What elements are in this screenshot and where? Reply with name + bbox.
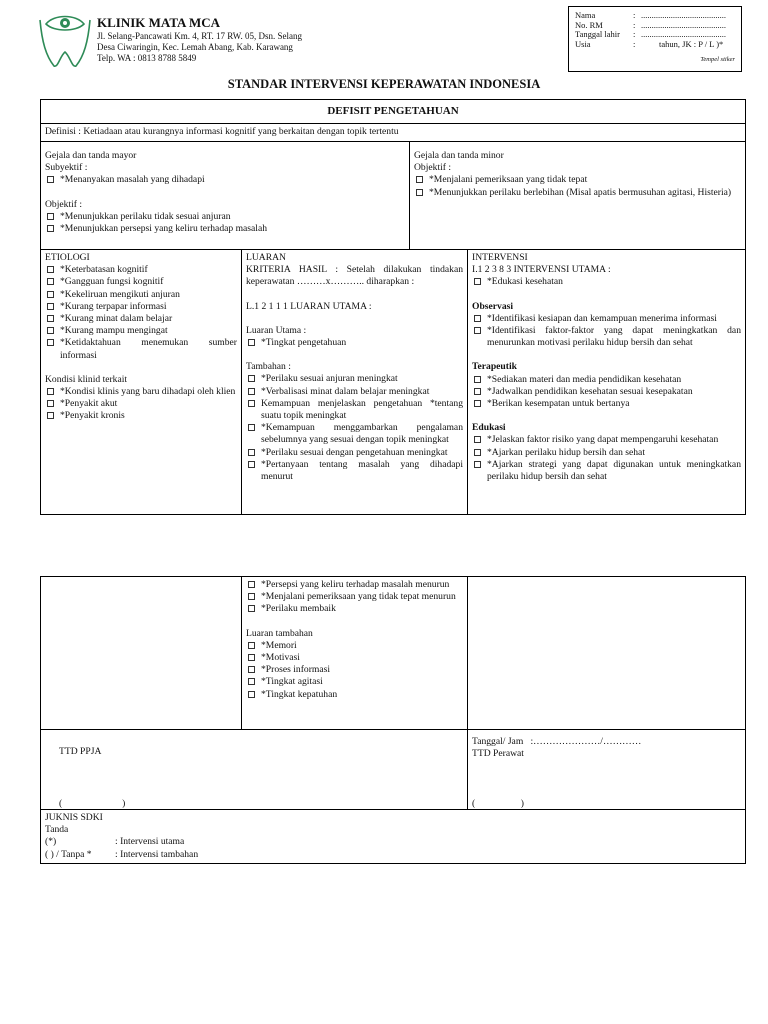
item-text: *Keterbatasan kognitif	[60, 264, 148, 276]
siki-table	[40, 99, 746, 515]
list-item	[45, 289, 237, 301]
item-text: *Identifikasi faktor-faktor yang dapat meningkatkan dan menurunkan motivasi perilaku hidup bersih dan sehat	[487, 325, 741, 349]
checkbox-icon[interactable]	[248, 339, 255, 346]
luaran-tambahan-heading: Tambahan :	[246, 361, 291, 373]
item-text: *Menunjukkan perilaku berlebihan (Misal apatis bermusuhan agitasi, Histeria)	[429, 186, 732, 198]
list-item	[246, 579, 463, 591]
patient-row-label: Nama	[575, 10, 596, 20]
item-text: Kemampuan menjelaskan pengetahuan *tentang suatu topik meningkat	[261, 397, 463, 422]
luaran-code: L.1 2 1 1 1 LUARAN UTAMA :	[246, 300, 372, 312]
list-item	[45, 410, 237, 422]
checkbox-icon[interactable]	[474, 278, 481, 285]
juknis-desc: : Intervensi tambahan	[115, 848, 199, 860]
clinic-logo	[36, 12, 94, 70]
checkbox-icon[interactable]	[248, 605, 255, 612]
checkbox-icon[interactable]	[248, 388, 255, 395]
minor-cell	[410, 142, 746, 250]
checkbox-icon[interactable]	[47, 213, 54, 220]
item-text: *Menunjukkan persepsi yang keliru terhadap masalah	[60, 223, 268, 235]
list-item	[246, 664, 463, 676]
colon: :	[633, 38, 636, 49]
terapeutik-heading: Terapeutik	[472, 361, 517, 373]
item-text: *Ketidaktahuan menemukan sumber informasi	[60, 337, 237, 361]
checkbox-icon[interactable]	[474, 388, 481, 395]
checkbox-icon[interactable]	[474, 400, 481, 407]
page-title: STANDAR INTERVENSI KEPERAWATAN INDONESIA	[227, 77, 541, 91]
list-item	[246, 422, 463, 446]
patient-row-value: ........................................	[641, 29, 726, 40]
item-text: *Memori	[261, 639, 297, 651]
list-item	[414, 187, 741, 199]
item-text: *Gangguan fungsi kognitif	[60, 276, 164, 288]
item-text: *Motivasi	[261, 652, 300, 664]
clinic-info	[97, 15, 302, 64]
item-text: *Menunjukkan perilaku tidak sesuai anjuran	[60, 210, 231, 222]
item-text: *Penyakit akut	[60, 398, 118, 410]
item-text: *Kekeliruan mengikuti anjuran	[60, 288, 180, 300]
clinic-address-1: Jl. Selang-Pancawati Km. 4, RT. 17 RW. 05, Dsn. Selang	[97, 31, 302, 41]
etiologi-cell	[41, 250, 242, 515]
date-label: Tanggal/ Jam	[472, 736, 524, 747]
patient-row-label: Tanggal lahir	[575, 29, 620, 40]
checkbox-icon[interactable]	[474, 315, 481, 322]
list-item	[472, 276, 741, 288]
list-item	[472, 434, 741, 446]
list-item	[246, 640, 463, 652]
item-text: *Kurang terpapar informasi	[60, 300, 167, 312]
patient-id-box	[568, 6, 742, 72]
checkbox-icon[interactable]	[248, 581, 255, 588]
etiologi-heading: ETIOLOGI	[45, 252, 90, 263]
luaran-tambahan2-heading: Luaran tambahan	[246, 627, 313, 639]
patient-row-label: Usia	[575, 38, 591, 49]
list-item	[246, 386, 463, 398]
list-item	[45, 264, 237, 276]
list-item	[472, 313, 741, 325]
list-item	[472, 459, 741, 483]
patient-row-label: No. RM	[575, 19, 603, 30]
checkbox-icon[interactable]	[416, 176, 423, 183]
checkbox-icon[interactable]	[47, 278, 54, 285]
juknis-symbol: (*)	[45, 836, 57, 848]
intervensi-cell	[468, 250, 746, 515]
checkbox-icon[interactable]	[248, 461, 255, 468]
list-item	[472, 447, 741, 459]
item-text: *Verbalisasi minat dalam belajar meningkat	[261, 385, 430, 397]
checkbox-icon[interactable]	[47, 291, 54, 298]
checkbox-icon[interactable]	[47, 315, 54, 322]
colon: :	[633, 10, 636, 20]
definition: Definisi : Ketiadaan atau kurangnya informasi kognitif yang berkaitan dengan topik tertentu	[41, 124, 746, 142]
checkbox-icon[interactable]	[474, 376, 481, 383]
continuation-table	[40, 576, 746, 864]
intervensi-heading: INTERVENSI	[472, 252, 528, 263]
date-value: :…………………/…………	[530, 736, 642, 747]
list-item	[45, 337, 237, 361]
juknis-desc: : Intervensi utama	[115, 836, 185, 848]
checkbox-icon[interactable]	[47, 412, 54, 419]
list-item	[246, 676, 463, 688]
minor-heading: Gejala dan tanda minor	[414, 150, 504, 161]
mayor-sub-heading: Subyektif :	[45, 162, 88, 174]
item-text: *Perilaku membaik	[261, 603, 336, 615]
edukasi-heading: Edukasi	[472, 422, 506, 434]
patient-row-value: tahun, JK : P / L )*	[659, 38, 724, 49]
luaran-heading: LUARAN	[246, 252, 286, 263]
item-text: *Ajarkan perilaku hidup bersih dan sehat	[487, 446, 645, 458]
list-item	[246, 447, 463, 459]
list-item	[246, 337, 463, 349]
list-item	[472, 325, 741, 349]
checkbox-icon[interactable]	[248, 642, 255, 649]
colon: :	[633, 29, 636, 40]
juknis-cell	[41, 810, 746, 864]
juknis-row	[45, 849, 741, 861]
item-text: *Menjalani pemeriksaan yang tidak tepat	[429, 174, 588, 186]
juknis-row	[45, 836, 741, 848]
kriteria-hasil: KRITERIA HASIL : Setelah dilakukan tindakan keperawatan ………x……….. diharapkan :	[246, 264, 463, 288]
diagnosis-title: DEFISIT PENGETAHUAN	[41, 100, 746, 124]
checkbox-icon[interactable]	[248, 375, 255, 382]
item-text: *Kemampuan menggambarkan pengalaman sebelumnya yang sesuai dengan topik meningkat	[261, 422, 463, 446]
list-item	[246, 459, 463, 483]
clinic-name: KLINIK MATA MCA	[97, 15, 221, 30]
list-item	[45, 301, 237, 313]
datetime-field[interactable]	[472, 736, 641, 748]
list-item	[246, 689, 463, 701]
item-text: *Identifikasi kesiapan dan kemampuan menerima informasi	[487, 312, 717, 324]
checkbox-icon[interactable]	[248, 666, 255, 673]
item-text: *Perilaku sesuai dengan pengetahuan meningkat	[261, 446, 448, 458]
item-text: *Perilaku sesuai anjuran meningkat	[261, 373, 398, 385]
ppja-signature-cell	[41, 730, 468, 810]
perawat-signature-line[interactable]: ( )	[472, 798, 524, 809]
item-text: *Kurang minat dalam belajar	[60, 313, 173, 325]
list-item	[45, 174, 405, 186]
list-item	[45, 313, 237, 325]
checkbox-icon[interactable]	[474, 436, 481, 443]
sticker-note: Tempel stiker	[700, 56, 735, 64]
checkbox-icon[interactable]	[248, 678, 255, 685]
mayor-cell	[41, 142, 410, 250]
perawat-signature-cell	[468, 730, 746, 810]
checkbox-icon[interactable]	[47, 339, 54, 346]
list-item	[45, 398, 237, 410]
eye-tooth-logo-icon	[36, 12, 94, 70]
checkbox-icon[interactable]	[248, 400, 255, 407]
colon: :	[633, 19, 636, 30]
patient-row	[575, 40, 735, 50]
item-text: *Tingkat kepatuhan	[261, 688, 338, 700]
checkbox-icon[interactable]	[47, 327, 54, 334]
item-text: *Tingkat agitasi	[261, 676, 323, 688]
mayor-heading: Gejala dan tanda mayor	[45, 150, 137, 161]
list-item	[45, 276, 237, 288]
juknis-heading: JUKNIS SDKI	[45, 812, 103, 823]
list-item	[45, 223, 405, 235]
item-text: *Jelaskan faktor risiko yang dapat mempengaruhi kesehatan	[487, 434, 719, 446]
clinic-phone: Telp. WA : 0813 8788 5849	[97, 53, 197, 63]
luaran-cell	[242, 250, 468, 515]
checkbox-icon[interactable]	[248, 593, 255, 600]
item-text: *Berikan kesempatan untuk bertanya	[487, 398, 630, 410]
item-text: *Penyakit kronis	[60, 410, 125, 422]
checkbox-icon[interactable]	[248, 654, 255, 661]
intervensi-code: I.1 2 3 8 3 INTERVENSI UTAMA :	[472, 264, 611, 276]
luaran-continued-cell	[242, 577, 468, 730]
juknis-symbol: ( ) / Tanpa *	[45, 848, 92, 860]
clinic-address-2: Desa Ciwaringin, Kec. Lemah Abang, Kab. Karawang	[97, 42, 293, 52]
perawat-label: TTD Perawat	[472, 748, 524, 759]
observasi-heading: Observasi	[472, 300, 514, 312]
patient-row-value: ........................................	[641, 10, 726, 20]
checkbox-icon[interactable]	[474, 327, 481, 334]
checkbox-icon[interactable]	[248, 691, 255, 698]
list-item	[246, 591, 463, 603]
item-text: *Ajarkan strategi yang dapat digunakan untuk meningkatkan perilaku hidup bersih dan sehat	[487, 458, 741, 483]
item-text: *Menjalani pemeriksaan yang tidak tepat menurun	[261, 591, 456, 603]
minor-obj-heading: Objektif :	[414, 162, 452, 174]
ppja-signature-line[interactable]: ( )	[59, 798, 126, 809]
luaran-utama-heading: Luaran Utama :	[246, 324, 307, 336]
item-text: *Kondisi klinis yang baru dihadapi oleh klien	[60, 386, 236, 398]
list-item	[246, 373, 463, 385]
checkbox-icon[interactable]	[47, 225, 54, 232]
item-text: *Pertanyaan tentang masalah yang dihadapi menurut	[261, 458, 463, 483]
checkbox-icon[interactable]	[47, 303, 54, 310]
item-text: *Jadwalkan pendidikan kesehatan sesuai kesepakatan	[487, 385, 693, 397]
list-item	[45, 211, 405, 223]
empty-etiologi-cell	[41, 577, 242, 730]
mayor-obj-heading: Objektif :	[45, 198, 83, 210]
patient-row-value: ........................................	[641, 19, 726, 30]
list-item	[246, 652, 463, 664]
checkbox-icon[interactable]	[248, 424, 255, 431]
checkbox-icon[interactable]	[248, 449, 255, 456]
item-text: *Tingkat pengetahuan	[261, 337, 347, 349]
list-item	[246, 398, 463, 422]
list-item	[472, 374, 741, 386]
list-item	[472, 386, 741, 398]
checkbox-icon[interactable]	[474, 449, 481, 456]
list-item	[45, 386, 237, 398]
checkbox-icon[interactable]	[47, 400, 54, 407]
ppja-label: TTD PPJA	[59, 746, 102, 757]
list-item	[414, 174, 741, 186]
juknis-tanda: Tanda	[45, 824, 69, 836]
list-item	[246, 603, 463, 615]
checkbox-icon[interactable]	[416, 189, 423, 196]
checkbox-icon[interactable]	[47, 266, 54, 273]
item-text: *Edukasi kesehatan	[487, 276, 563, 288]
item-text: *Proses informasi	[261, 664, 331, 676]
empty-intervensi-cell	[468, 577, 746, 730]
checkbox-icon[interactable]	[474, 461, 481, 468]
item-text: *Persepsi yang keliru terhadap masalah menurun	[261, 579, 450, 590]
checkbox-icon[interactable]	[47, 388, 54, 395]
item-text: *Kurang mampu mengingat	[60, 325, 168, 337]
item-text: *Sediakan materi dan media pendidikan kesehatan	[487, 373, 682, 385]
list-item	[472, 398, 741, 410]
list-item	[45, 325, 237, 337]
kondisi-heading: Kondisi klinid terkait	[45, 373, 128, 385]
checkbox-icon[interactable]	[47, 176, 54, 183]
item-text: *Menanyakan masalah yang dihadapi	[60, 174, 205, 186]
